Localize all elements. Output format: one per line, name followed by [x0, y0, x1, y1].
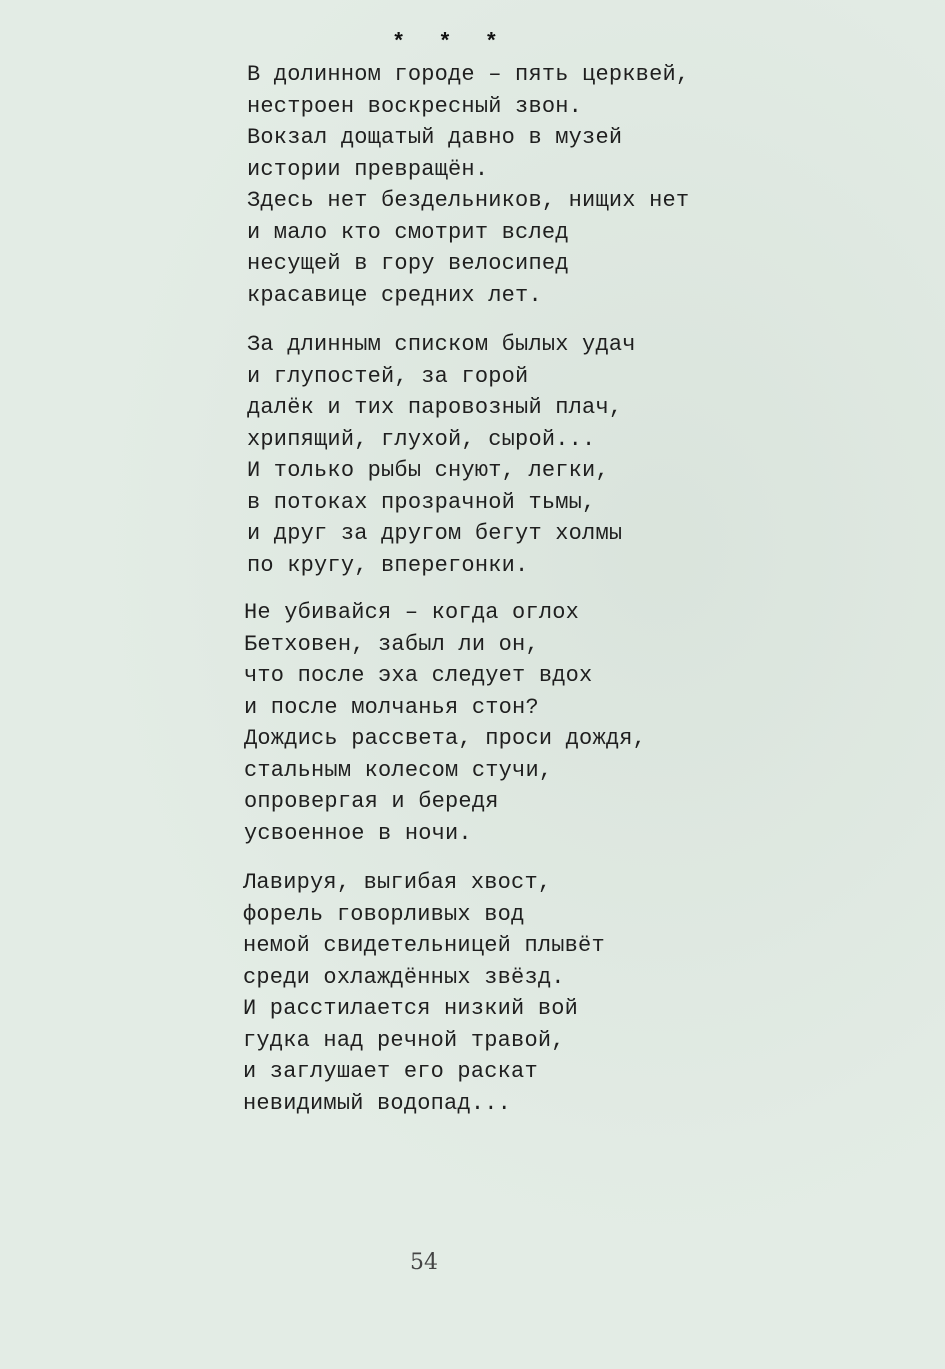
- poem-line: И расстилается низкий вой: [243, 996, 579, 1021]
- poem-line: форель говорливых вод: [243, 901, 525, 927]
- poem-line: В долинном городе – пять церквей,: [247, 62, 690, 87]
- poem-line: опровергая и бередя: [244, 789, 499, 814]
- stanza-3: [244, 597, 646, 849]
- poem-line: Здесь нет бездельников, нищих нет: [247, 188, 690, 213]
- poem-line: и мало кто смотрит вслед: [247, 219, 569, 245]
- poem-line: и друг за другом бегут холмы: [247, 521, 623, 546]
- poem-line: истории превращён.: [247, 156, 489, 182]
- poem-line: хрипящий, глухой, сырой...: [247, 426, 596, 452]
- poem-line: далёк и тих паровозный плач,: [247, 395, 623, 420]
- poem-line: красавице средних лет.: [247, 282, 542, 308]
- page-number: 54: [410, 1250, 438, 1275]
- stanza-4: [243, 867, 605, 1119]
- poem-line: по кругу, вперегонки.: [247, 552, 529, 578]
- poem-line: гудка над речной травой,: [243, 1027, 565, 1053]
- poem-line: стальным колесом стучи,: [244, 757, 553, 783]
- poem-line: в потоках прозрачной тьмы,: [247, 489, 596, 515]
- poem-line: Не убивайся – когда оглох: [244, 600, 580, 625]
- poem-line: и заглушает его раскат: [243, 1059, 538, 1084]
- poem-line: усвоенное в ночи.: [244, 820, 472, 846]
- poem-line: Дождись рассвета, проси дождя,: [244, 726, 647, 751]
- poem-line: немой свидетельницей плывёт: [243, 933, 605, 958]
- poem-line: Бетховен, забыл ли он,: [244, 631, 539, 657]
- poem-line: И только рыбы снуют, легки,: [247, 458, 609, 483]
- poem-line: Вокзал дощатый давно в музей: [247, 125, 623, 150]
- section-ornament: * * *: [392, 30, 509, 55]
- poem-line: нестроен воскресный звон.: [247, 93, 583, 119]
- stanza-1: [247, 59, 689, 311]
- poem-line: и после молчанья стон?: [244, 694, 539, 720]
- poem-line: невидимый водопад...: [243, 1090, 512, 1116]
- poem-line: среди охлаждённых звёзд.: [243, 964, 565, 990]
- poem-line: что после эха следует вдох: [244, 663, 593, 688]
- poem-line: и глупостей, за горой: [247, 363, 529, 389]
- poem-line: несущей в гору велосипед: [247, 251, 569, 276]
- poem-line: За длинным списком былых удач: [247, 332, 636, 357]
- poem-line: Лавируя, выгибая хвост,: [243, 870, 552, 895]
- stanza-2: [247, 329, 636, 581]
